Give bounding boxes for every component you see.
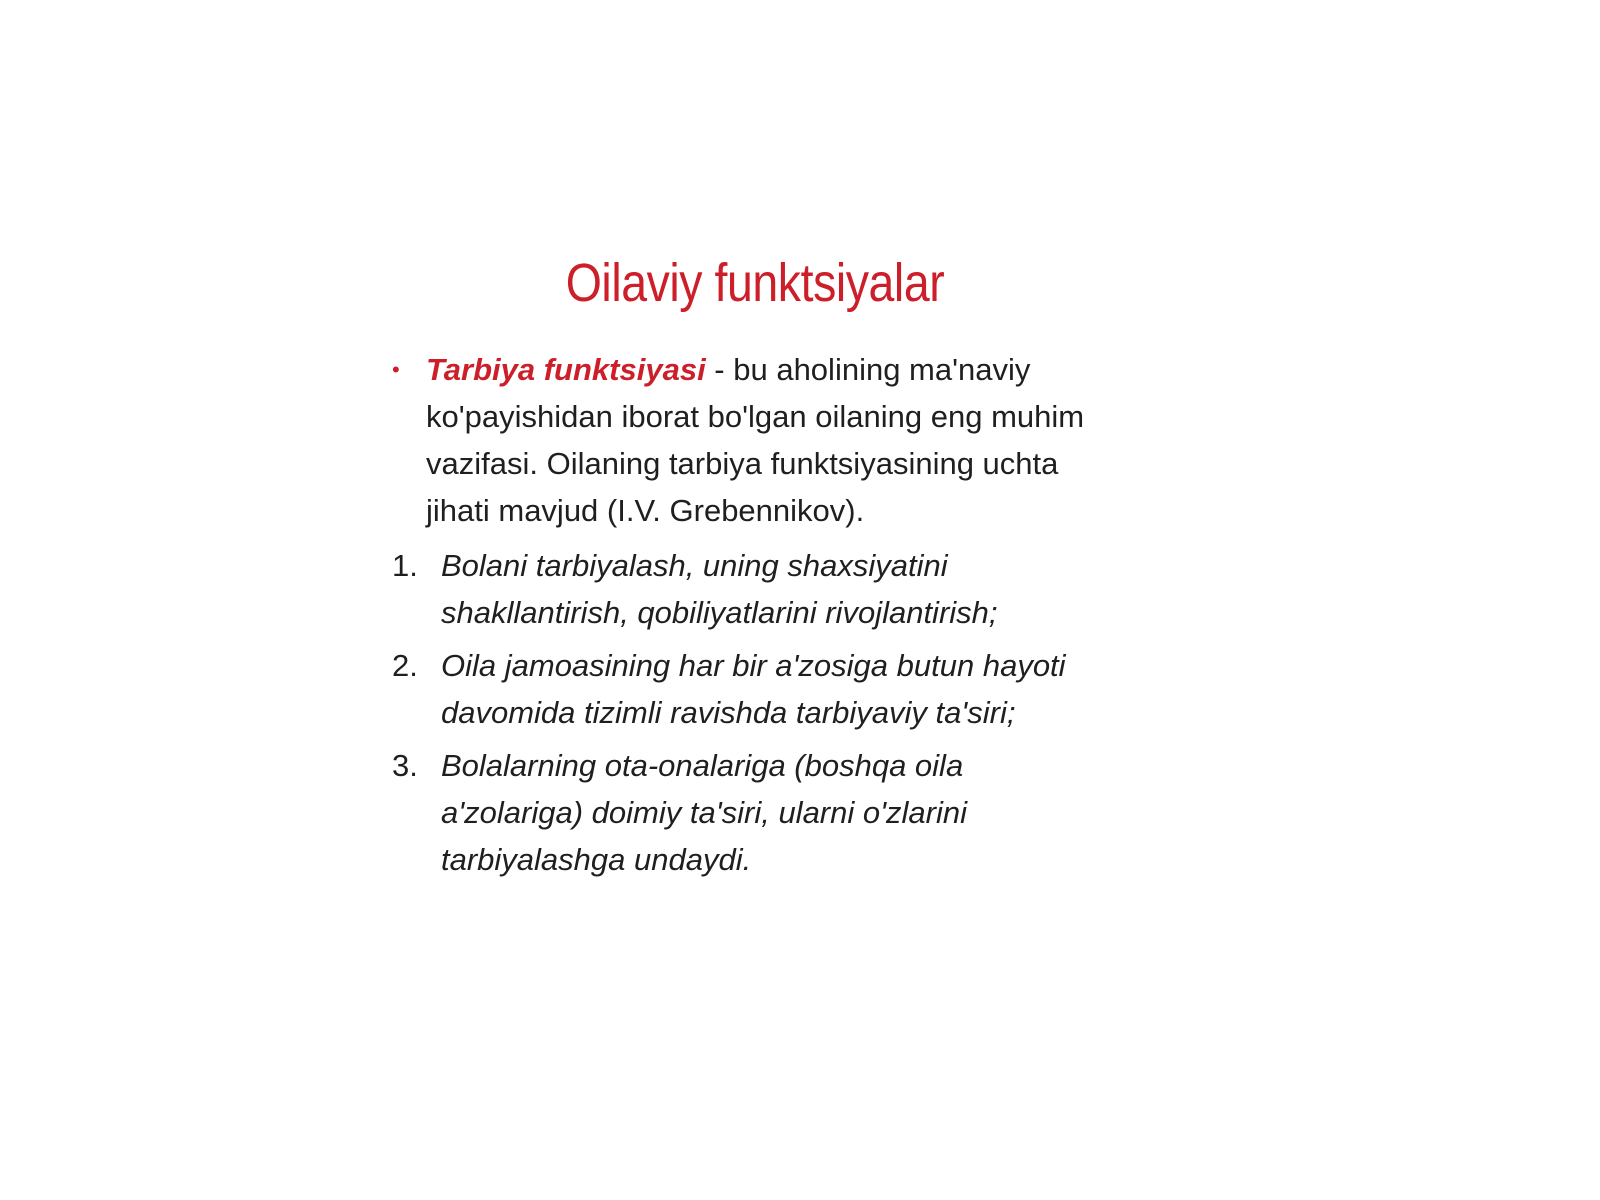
numbered-list [392, 542, 1112, 883]
bullet-term: Tarbiya funktsiyasi [426, 352, 706, 387]
bullet-item [392, 346, 1112, 534]
slide-body [392, 346, 1112, 889]
slide-title: Oilaviy funktsiyalar [565, 253, 945, 313]
list-item [392, 742, 1112, 883]
list-item-text: Bolalarning ota-onalariga (boshqa oila a'zolariga) doimiy ta'siri, ularni o'zlarini tarbiyalashga undaydi. [441, 748, 968, 877]
list-item-text: Oila jamoasining har bir a'zosiga butun hayoti davomida tizimli ravishda tarbiyaviy ta'siri; [441, 648, 1066, 730]
bullet-text: - bu aholining ma'naviy ko'payishidan iborat bo'lgan oilaning eng muhim vazifasi. Oilaning tarbiya funktsiyasining uchta jihati mavjud (I.V. Grebennikov). [426, 352, 1085, 528]
list-item [392, 542, 1112, 636]
list-item-text: Bolani tarbiyalash, uning shaxsiyatini shakllantirish, qobiliyatlarini rivojlantirish; [441, 548, 998, 630]
list-item-number: 3. [392, 748, 418, 783]
list-item [392, 642, 1112, 736]
list-item-number: 1. [392, 548, 418, 583]
bullet-icon: • [392, 357, 400, 382]
list-item-number: 2. [392, 648, 418, 683]
